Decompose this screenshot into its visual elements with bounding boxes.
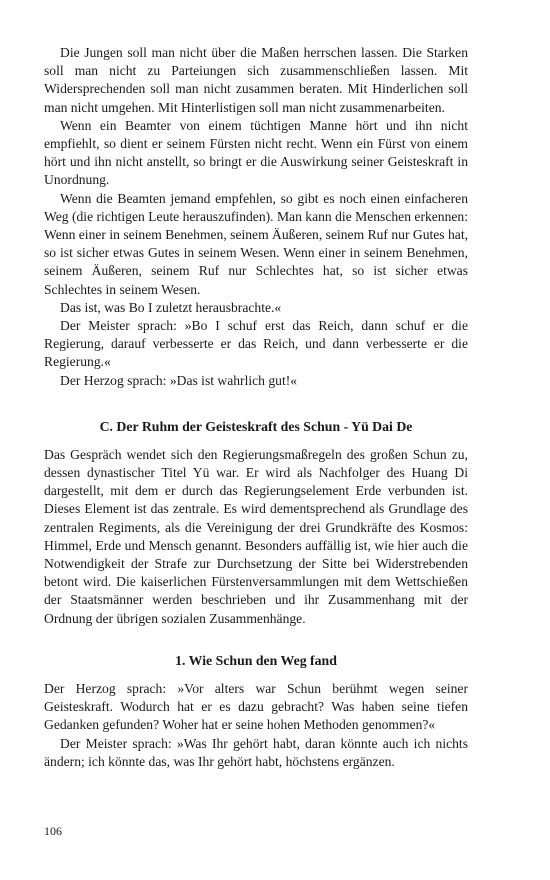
subsection-heading-weg: 1. Wie Schun den Weg fand [175, 652, 337, 668]
paragraph-empfehlen: Wenn die Beamten jemand empfehlen, so gibt es noch einen einfacheren Weg (die richtigen Leute herauszufinden). Man kann die Menschen erkennen: Wenn einer in seinem Benehmen, seinem Äußeren, seinem Ruf nur Gutes hat, so ist sicher etwas Gutes in seinem Wesen. Wenn einer in seinem Benehmen, seinem Äußeren, seinem Ruf nur Schlechtes hat, so ist sicher etwas Schlechtes in seinem Wesen. [44, 190, 468, 297]
book-page [44, 44, 468, 771]
paragraph-beamter: Wenn ein Beamter von einem tüchtigen Manne hört und ihn nicht empfiehlt, so dient er seinem Fürsten nicht recht. Wenn ein Fürst von einem hört und ihn nicht anstellt, so bringt er die Auswirkung seiner Geisteskraft in Unordnung. [44, 117, 468, 188]
paragraph-bo-i-zuletzt: Das ist, was Bo I zuletzt herausbrachte.« [60, 299, 282, 315]
paragraph-herzog-frage: Der Herzog sprach: »Vor alters war Schun berühmt wegen seiner Geisteskraft. Wodurch hat er es dazu gebracht? Was haben seine tiefen Gedanken gefunden? Woher hat er seine hohen Methoden genommen?« [44, 680, 468, 733]
paragraph-meister-antwort: Der Meister sprach: »Was Ihr gehört habt, daran könnte auch ich nichts ändern; ich könnte das, was Ihr gehört habt, höchstens ergänzen. [44, 735, 468, 769]
page-number: 106 [44, 824, 62, 838]
paragraph-meister-bo-i: Der Meister sprach: »Bo I schuf erst das Reich, dann schuf er die Regierung, darauf verbesserte er das Reich, und dann verbesserte er die Regierung.« [44, 318, 468, 370]
paragraph-summary-schun: Das Gespräch wendet sich den Regierungsmaßregeln des großen Schun zu, dessen dynastischer Titel Yü war. Er wird als Nachfolger des Huang Di dargestellt, mit dem er durch das Regierungselement Erde verbunden ist. Dieses Element ist das zentrale. Es wird dementsprechend als Grundlage des zentralen Regiments, als die Vereinigung der drei Grundkräfte des Kosmos: Himmel, Erde und Mensch genannt. Besonders auffällig ist, wie hier auch die Notwendigkeit der Strafe zur Durchsetzung der Sitte bei Widerstrebenden betont wird. Die kaiserlichen Fürstenversammlungen mit dem Wettschießen der Staatsmänner werden beschrieben und ihr Zusammenhang mit der Ordnung der übrigen sozialen Zusammenhänge. [44, 446, 468, 626]
section-heading-schun: C. Der Ruhm der Geisteskraft des Schun - Yü Dai De [99, 418, 413, 434]
paragraph-herzog-gut: Der Herzog sprach: »Das ist wahrlich gut!« [60, 372, 298, 388]
paragraph-jungen: Die Jungen soll man nicht über die Maßen herrschen lassen. Die Starken soll man nicht zu Parteiungen sich zusammenschließen lassen. Mit Widersprechenden soll man nicht zusammen beraten. Mit Hinderlichen soll man nicht umgehen. Mit Hinterlistigen soll man nicht zusammenarbeiten. [44, 45, 468, 115]
